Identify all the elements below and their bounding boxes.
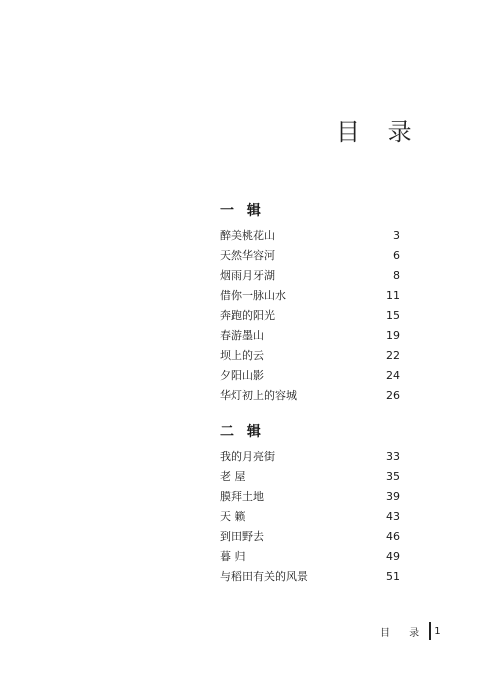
toc-entry[interactable]: [220, 245, 400, 265]
page-number: 1: [434, 625, 441, 637]
footer-divider: [429, 622, 431, 640]
toc-entry-title: 醉美桃花山: [220, 229, 275, 242]
toc-entry-title: 老 屋: [220, 470, 246, 483]
toc-entry-page: 46: [386, 529, 400, 543]
section-heading: 二 辑: [220, 424, 265, 440]
toc-entry-title: 膜拜土地: [220, 490, 264, 503]
toc-entry-title: 到田野去: [220, 530, 264, 543]
toc-entry-page: 33: [386, 449, 400, 463]
toc-entry-page: 19: [386, 328, 400, 342]
toc-entry-title: 春游墨山: [220, 329, 264, 342]
toc-section-2: [220, 421, 400, 586]
toc-entry[interactable]: [220, 325, 400, 345]
toc-entry-title: 奔跑的阳光: [220, 309, 275, 322]
toc-entry-page: 51: [386, 569, 400, 583]
toc-entry-page: 43: [386, 509, 400, 523]
toc-entry-title: 华灯初上的容城: [220, 389, 297, 402]
toc-entry-page: 49: [386, 549, 400, 563]
toc-entry-page: 3: [393, 228, 400, 242]
toc-entry-page: 8: [393, 268, 400, 282]
toc-entry-title: 烟雨月牙湖: [220, 269, 275, 282]
toc-entry-page: 39: [386, 489, 400, 503]
toc-entry[interactable]: [220, 285, 400, 305]
toc-entry[interactable]: [220, 385, 400, 405]
toc-entry-title: 天然华容河: [220, 249, 275, 262]
toc-entry[interactable]: [220, 365, 400, 385]
toc-entry-page: 15: [386, 308, 400, 322]
toc-entry[interactable]: [220, 265, 400, 285]
toc-section-1: [220, 200, 400, 405]
toc-entry[interactable]: [220, 305, 400, 325]
toc-entry-page: 35: [386, 469, 400, 483]
toc-entry-page: 6: [393, 248, 400, 262]
toc-entry-page: 22: [386, 348, 400, 362]
toc-entry-title: 天 籁: [220, 510, 246, 523]
toc-entry-title: 暮 归: [220, 550, 246, 563]
toc-entry[interactable]: [220, 345, 400, 365]
footer-label: 目 录: [380, 627, 428, 639]
toc-entry-page: 26: [386, 388, 400, 402]
page-footer: [380, 623, 441, 639]
toc-entry-title: 夕阳山影: [220, 369, 264, 382]
toc-entry[interactable]: [220, 225, 400, 245]
section-heading: 一 辑: [220, 203, 265, 219]
toc-entry-title: 借你一脉山水: [220, 289, 286, 302]
toc-entry[interactable]: [220, 526, 400, 546]
toc-entry-title: 我的月亮街: [220, 450, 275, 463]
toc-entry[interactable]: [220, 566, 400, 586]
toc-entry[interactable]: [220, 446, 400, 466]
page-title: 目 录: [336, 118, 422, 146]
toc-entry-title: 坝上的云: [220, 349, 264, 362]
toc-entry-title: 与稻田有关的风景: [220, 570, 308, 583]
toc-entry[interactable]: [220, 486, 400, 506]
toc-entry-page: 24: [386, 368, 400, 382]
toc-entry-page: 11: [386, 288, 400, 302]
toc-entry[interactable]: [220, 506, 400, 526]
toc-entry[interactable]: [220, 466, 400, 486]
toc-entry[interactable]: [220, 546, 400, 566]
